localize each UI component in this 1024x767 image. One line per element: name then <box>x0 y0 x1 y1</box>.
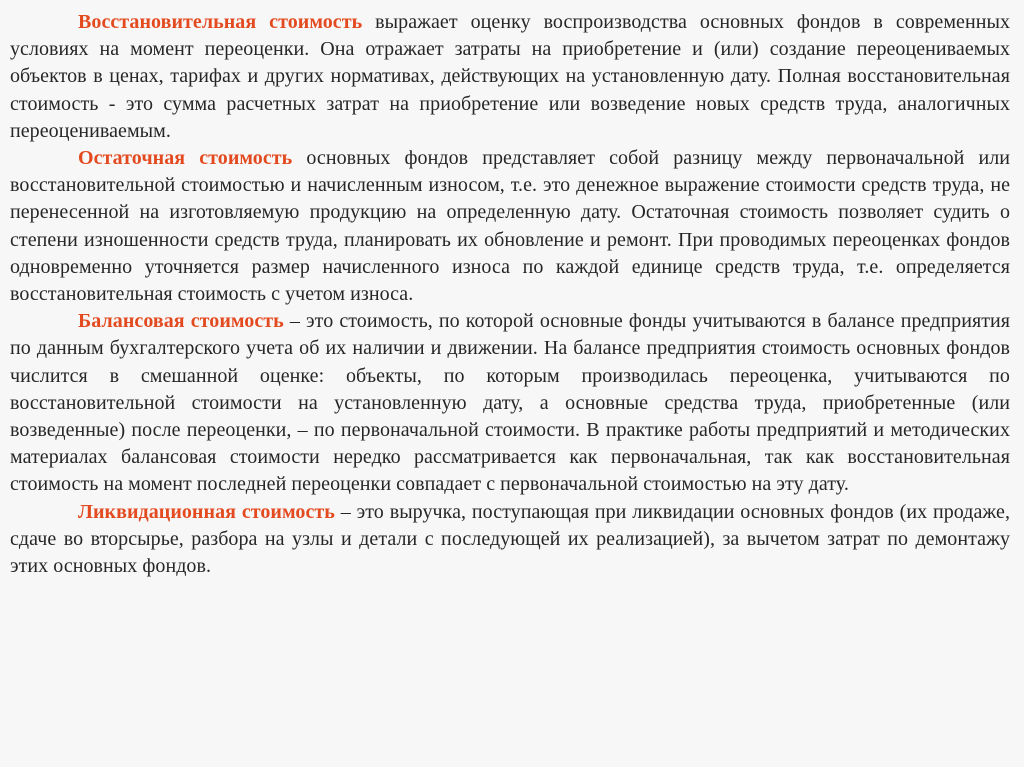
text-residual-value: основных фондов представляет собой разницу между первоначальной или восстановительной стоимостью и начисленным износом, т.е. это денежное выражение стоимости средств труда, не перенесенной на изготовляемую продукцию на определенную дату. Остаточная стоимость позволяет судить о степени изношенности средств труда, планировать их обновление и ремонт. При проводимых переоценках фондов одновременно уточняется размер начисленного износа по каждой единице средств труда, т.е. определяется восстановительная стоимость с учетом износа. <box>10 147 1010 306</box>
paragraph-liquidation-value <box>10 499 1010 581</box>
term-replacement-cost: Восстановительная стоимость <box>78 11 363 33</box>
text-book-value: – это стоимость, по которой основные фонды учитываются в балансе предприятия по данным бухгалтерского учета об их наличии и движении. На балансе предприятия стоимость основных фондов числится в смешанной оценке: объекты, по которым производилась переоценка, учитываются по восстановительной стоимости на установленную дату, а основные средства труда, приобретенные (или возведенные) после переоценки, – по первоначальной стоимости. В практике работы предприятий и методических материалах балансовая стоимости нередко рассматривается как первоначальная, так как восстановительная стоимость на момент последней переоценки совпадает с первоначальной стоимостью на эту дату. <box>10 310 1010 496</box>
text-liquidation-value: – это выручка, поступающая при ликвидации основных фондов (их продаже, сдаче во вторсырье, разбора на узлы и детали с последующей их реализацией), за вычетом затрат по демонтажу этих основных фондов. <box>10 500 1010 578</box>
term-liquidation-value: Ликвидационная стоимость <box>78 500 335 523</box>
term-residual-value: Остаточная стоимость <box>78 147 293 170</box>
paragraph-book-value <box>10 308 1010 498</box>
text-replacement-cost: выражает оценку воспроизводства основных фондов в современных условиях на момент переоценки. Она отражает затраты на приобретение и (или) создание переоцениваемых объектов в ценах, тарифах и других нормативах, действующих на установленную дату. Полная восстановительная стоимость - это сумма расчетных затрат на приобретение или возведение новых средств труда, аналогичных переоцениваемым. <box>10 11 1010 142</box>
paragraph-residual-value <box>10 145 1010 308</box>
term-book-value: Балансовая стоимость <box>78 310 284 333</box>
paragraph-replacement-cost <box>10 9 1010 145</box>
